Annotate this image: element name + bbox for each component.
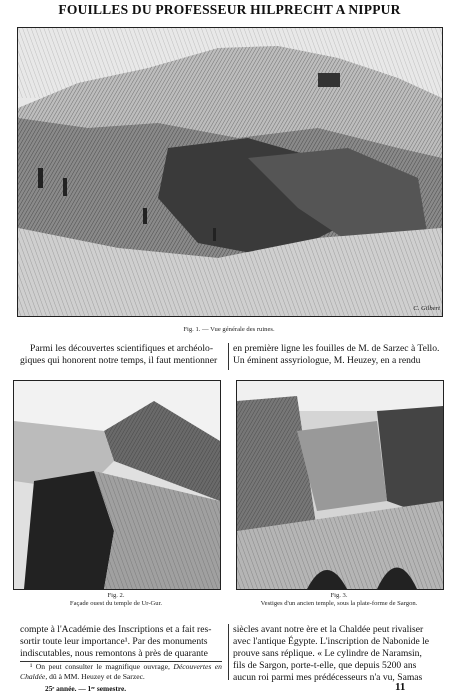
footnote-book-title: Découvertes en Chaldée (20, 662, 222, 681)
paragraph-line: siècles avant notre ère et la Chaldée peut rivaliser (233, 624, 424, 635)
footnote-text-end: , dû à MM. Heuzey et de Sarzec. (45, 671, 145, 681)
text-column-top-left (20, 343, 222, 367)
paragraph-line: avec l'antique Égypte. L'inscription de Nabonide le (233, 636, 430, 647)
paragraph-line: compte à l'Académie des Inscriptions et a fait res- (20, 624, 212, 635)
figure-1-caption: Fig. 1. — Vue générale des ruines. (183, 326, 275, 333)
paragraph-line: aucun roi parmi mes prédécesseurs n'a vu, Samas (233, 672, 423, 683)
column-divider (228, 624, 229, 680)
paragraph-line: Parmi les découvertes scientifiques et archéolo- (30, 343, 214, 354)
page-title: FOUILLES DU PROFESSEUR HILPRECHT A NIPPUR (58, 2, 401, 17)
paragraph-line: sortir toute leur importance¹. Par des monuments (20, 636, 208, 647)
figure-3-caption-number: Fig. 3. (330, 592, 348, 599)
paragraph-line: indiscutables, nous remontons à près de quarante (20, 648, 208, 659)
ancient-temple-image (237, 381, 443, 589)
footnote-text: ¹ On peut consulter le magnifique ouvrage, (30, 662, 174, 671)
text-column-top-right (233, 343, 441, 367)
figure-3-caption: Vestiges d'un ancien temple, sous la plate-forme de Sargon. (260, 600, 418, 607)
figure-2-caption-number: Fig. 2. (107, 592, 125, 599)
temple-facade-image (14, 381, 220, 589)
figure-2-engraving (13, 380, 221, 590)
figure-1-engraving (17, 27, 443, 317)
text-column-bottom-left (20, 624, 222, 660)
figure-1-signature: C. Gilbert (413, 305, 440, 312)
column-divider (228, 343, 229, 370)
figure-3-engraving (236, 380, 444, 590)
paragraph-line: Un éminent assyriologue, M. Heuzey, en a rendu (233, 355, 421, 366)
paragraph-line: fils de Sargon, porte-t-elle, que depuis 5200 ans (233, 660, 417, 671)
footnote (20, 662, 222, 681)
ruins-panorama-image (18, 28, 442, 316)
page-number: 11 (395, 681, 406, 693)
paragraph-line: prouve sans réplique. « Le cylindre de Naramsin, (233, 648, 422, 659)
paragraph-line: en première ligne les fouilles de M. de Sarzec à Tello. (233, 343, 440, 354)
figure-2-caption: Façade ouest du temple de Ur-Gur. (69, 600, 163, 607)
footer-issue: 25ᵉ année. — 1ᵉʳ semestre. (45, 684, 127, 693)
paragraph-line: giques qui honorent notre temps, il faut mentionner (20, 355, 218, 366)
text-column-bottom-right (233, 624, 441, 684)
